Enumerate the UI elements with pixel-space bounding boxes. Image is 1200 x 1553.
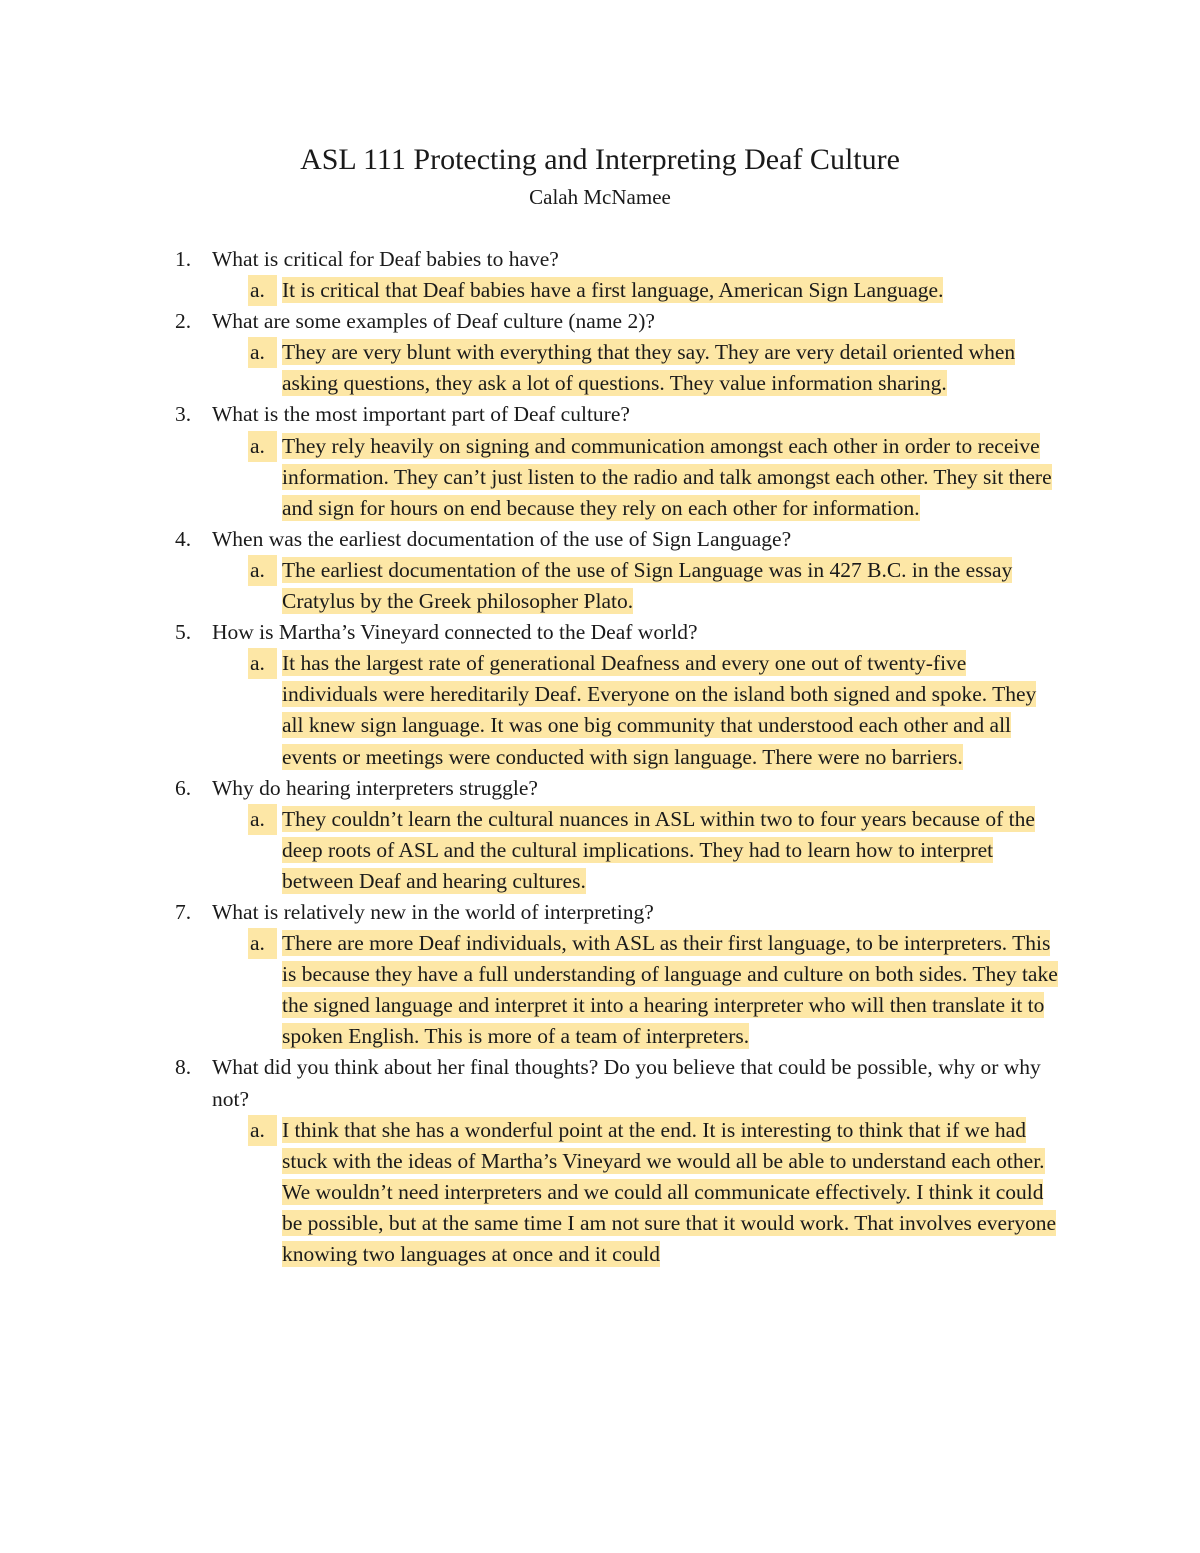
answer-text: There are more Deaf individuals, with ASL as their first language, to be interpreters. This is because they have a full understanding of language and culture on both sides. They take the signed language and interpret it into a hearing interpreter who will then translate it to spoken English. This is more of a team of interpreters. [282,931,1058,1049]
question-text: What are some examples of Deaf culture (name 2)? [212,309,655,334]
question-number: 5. [175,620,192,645]
answer-text: I think that she has a wonderful point at the end. It is interesting to think that if we had stuck with the ideas of Martha’s Vineyard we would all be able to understand each other. We wouldn’t need interpreters and we could all communicate effectively. I think it could be possible, but at the same time I am not sure that it would work. That involves everyone knowing two languages at once and it could [282,1117,1057,1266]
answer-label: a. [248,648,277,679]
answer-text: It has the largest rate of generational Deafness and every one out of twenty-five individuals were hereditarily Deaf. Everyone on the island both signed and spoke. They all knew sign language. It was one big community that understood each other and all events or meetings were conducted with sign language. There were no barriers. [282,651,1037,769]
question-number: 2. [175,309,192,334]
question-item [0,1052,1062,1270]
question-number: 8. [175,1055,192,1080]
answer-text: They couldn’t learn the cultural nuances in ASL within two to four years because of the deep roots of ASL and the cultural implications. They had to learn how to interpret between Deaf and hearing cultures. [282,806,1035,893]
document-author: Calah McNamee [529,185,671,209]
answer-text: It is critical that Deaf babies have a first language, American Sign Language. [282,278,944,303]
question-number: 6. [175,775,192,800]
document-title: ASL 111 Protecting and Interpreting Deaf Culture [300,143,900,176]
question-number: 3. [175,402,192,427]
question-item [0,244,1062,306]
answer-label: a. [248,337,277,368]
question-item [0,897,1062,1052]
question-text: Why do hearing interpreters struggle? [212,775,538,800]
answer-label: a. [248,275,277,306]
question-text: What is relatively new in the world of interpreting? [212,899,654,924]
question-item [0,524,1062,617]
answer-block [250,337,1062,399]
question-text: How is Martha’s Vineyard connected to the Deaf world? [212,620,698,645]
question-number: 7. [175,899,192,924]
question-item [0,773,1062,897]
answer-block [250,431,1062,524]
question-list [0,244,1200,1270]
answer-text: They are very blunt with everything that they say. They are very detail oriented when asking questions, they ask a lot of questions. They value information sharing. [282,340,1016,396]
question-text: What did you think about her final thoughts? Do you believe that could be possible, why or why not? [212,1055,1041,1111]
answer-label: a. [248,1115,277,1146]
question-text: What is critical for Deaf babies to have? [212,247,559,271]
answer-label: a. [248,804,277,835]
answer-block [250,1115,1062,1270]
answer-block [250,648,1062,772]
answer-label: a. [248,555,277,586]
question-item [0,306,1062,399]
answer-text: The earliest documentation of the use of Sign Language was in 427 B.C. in the essay Cratylus by the Greek philosopher Plato. [282,557,1013,614]
answer-label: a. [248,928,277,959]
answer-label: a. [248,431,277,462]
answer-block [250,928,1062,1052]
answer-text: They rely heavily on signing and communication amongst each other in order to receive information. They can’t just listen to the radio and talk amongst each other. They sit there and sign for hours on end because they rely on each other for information. [282,433,1052,520]
answer-block [250,275,1062,306]
question-text: What is the most important part of Deaf culture? [212,402,630,427]
question-item [0,399,1062,523]
question-number: 4. [175,526,192,551]
question-number: 1. [175,247,192,271]
answer-block [250,555,1062,617]
answer-block [250,804,1062,897]
question-text: When was the earliest documentation of the use of Sign Language? [212,526,792,551]
question-item [0,617,1062,772]
